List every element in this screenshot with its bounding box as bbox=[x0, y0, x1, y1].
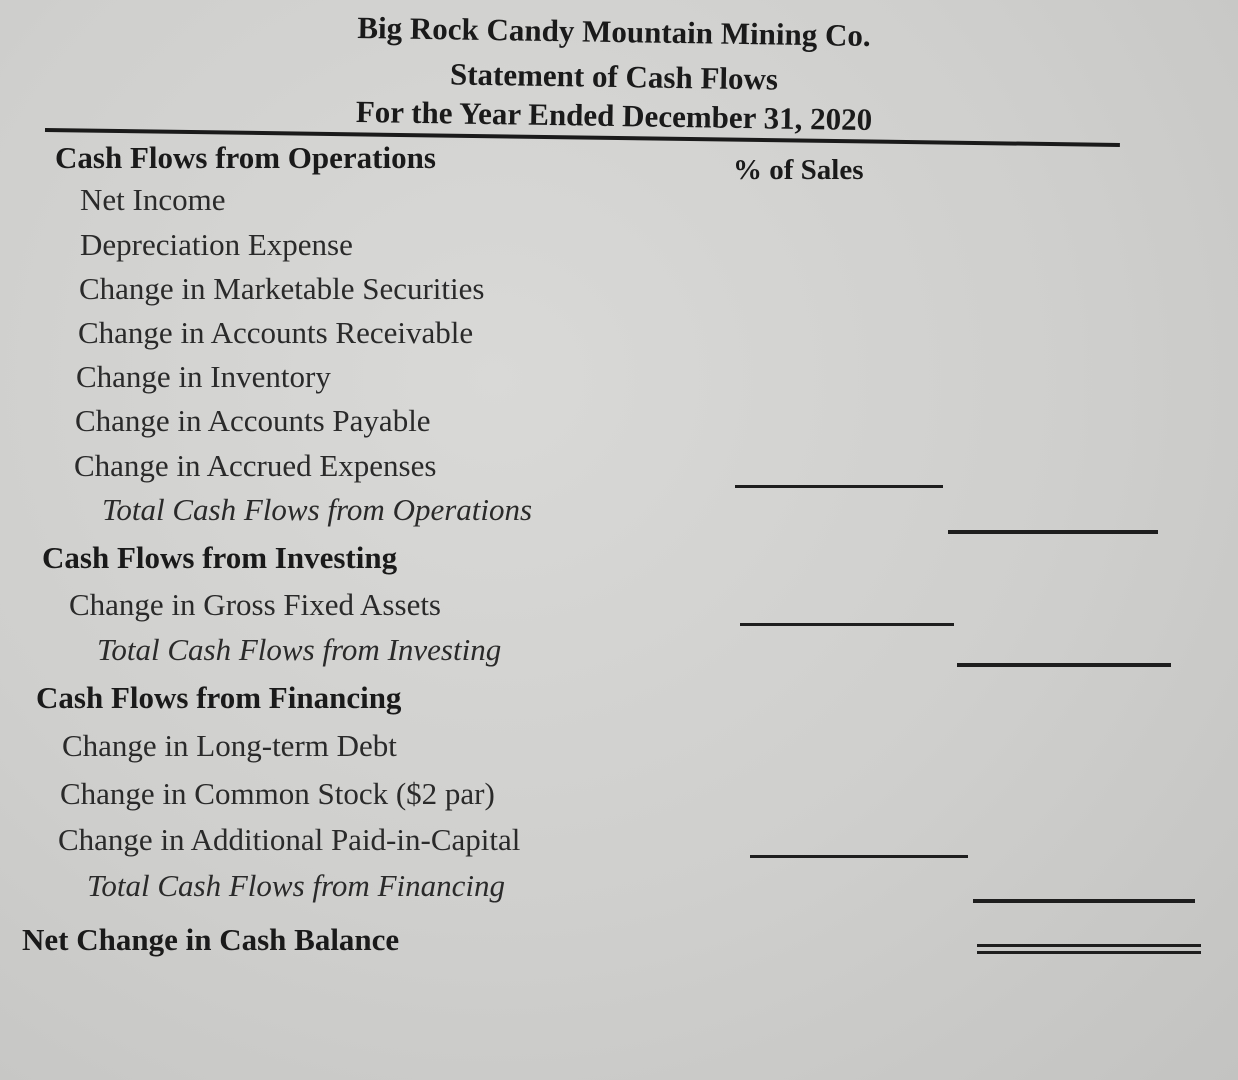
line-item-change-long-term-debt: Change in Long-term Debt bbox=[62, 728, 397, 763]
statement-title: Statement of Cash Flows bbox=[449, 56, 779, 97]
line-item-change-accounts-payable: Change in Accounts Payable bbox=[75, 403, 431, 438]
line-item-change-additional-paid-in-capital: Change in Additional Paid-in-Capital bbox=[58, 822, 521, 857]
line-item-change-marketable-securities: Change in Marketable Securities bbox=[79, 271, 485, 306]
line-item-change-inventory: Change in Inventory bbox=[76, 359, 331, 394]
line-item-net-income: Net Income bbox=[80, 182, 226, 217]
investing-heading: Cash Flows from Investing bbox=[42, 540, 398, 575]
line-item-change-gross-fixed-assets: Change in Gross Fixed Assets bbox=[69, 587, 441, 622]
total-operations-blank bbox=[948, 530, 1158, 534]
operations-heading: Cash Flows from Operations bbox=[55, 140, 436, 175]
line-item-change-common-stock: Change in Common Stock ($2 par) bbox=[60, 776, 495, 811]
net-change-double-underline bbox=[977, 944, 1201, 954]
total-investing-label: Total Cash Flows from Investing bbox=[97, 632, 502, 667]
line-item-depreciation-expense: Depreciation Expense bbox=[80, 227, 353, 262]
percent-of-sales-column-header: % of Sales bbox=[733, 154, 864, 186]
total-financing-blank bbox=[973, 899, 1195, 903]
total-operations-label: Total Cash Flows from Operations bbox=[102, 492, 533, 527]
operations-subtotal-blank bbox=[735, 485, 943, 488]
net-change-cash-label: Net Change in Cash Balance bbox=[22, 922, 400, 957]
line-item-change-accrued-expenses: Change in Accrued Expenses bbox=[74, 448, 437, 483]
total-investing-blank bbox=[957, 663, 1171, 667]
financing-heading: Cash Flows from Financing bbox=[36, 680, 402, 715]
total-financing-label: Total Cash Flows from Financing bbox=[87, 868, 505, 903]
investing-subtotal-blank bbox=[740, 623, 954, 626]
company-name: Big Rock Candy Mountain Mining Co. bbox=[357, 9, 871, 54]
line-item-change-accounts-receivable: Change in Accounts Receivable bbox=[78, 315, 474, 350]
statement-period: For the Year Ended December 31, 2020 bbox=[355, 93, 873, 138]
financing-subtotal-blank bbox=[750, 855, 968, 858]
